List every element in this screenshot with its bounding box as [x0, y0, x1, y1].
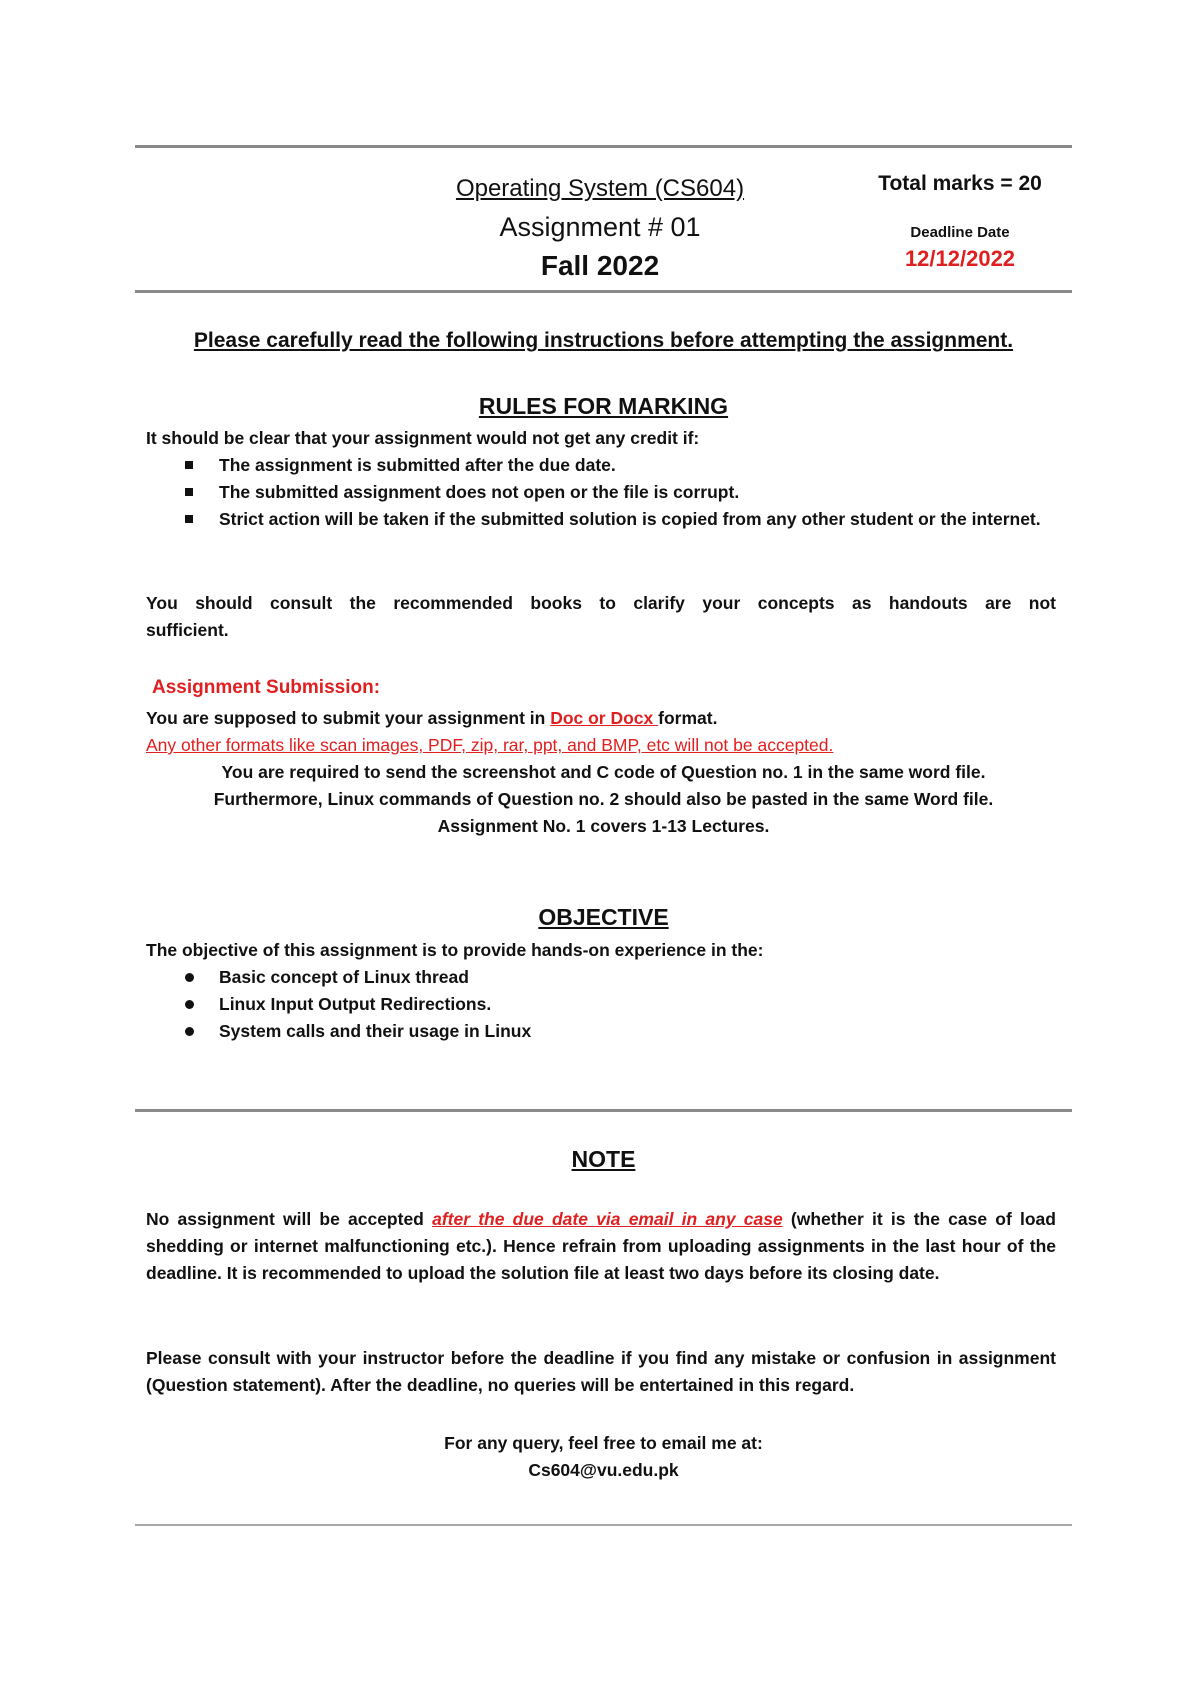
submission-format-pre: You are supposed to submit your assignment in — [146, 708, 551, 728]
square-bullet-icon — [185, 488, 193, 496]
list-item — [146, 991, 1056, 1018]
submission-format-line — [146, 705, 1056, 732]
list-item — [146, 506, 1056, 533]
course-title: Operating System (CS604) — [455, 175, 745, 202]
note-paragraph-1 — [146, 1206, 1056, 1287]
submission-heading: Assignment Submission: — [152, 677, 381, 698]
contact-email[interactable]: Cs604@vu.edu.pk — [528, 1460, 679, 1480]
assignment-number: Assignment # 01 — [499, 212, 701, 242]
instructions-line: Please carefully read the following instructions before attempting the assignment. — [193, 329, 1014, 352]
list-item-text: Basic concept of Linux thread — [219, 967, 469, 987]
list-item — [146, 452, 1056, 479]
square-bullet-icon — [185, 461, 193, 469]
note-p1-pre: No assignment will be accepted — [146, 1209, 433, 1229]
note-p1-emphasis: after the due date via email in any case — [432, 1209, 783, 1229]
round-bullet-icon — [185, 1000, 194, 1009]
list-item — [146, 479, 1056, 506]
lectures-coverage: Assignment No. 1 covers 1-13 Lectures. — [437, 816, 770, 836]
deadline-date: 12/12/2022 — [904, 246, 1016, 271]
contact-line: For any query, feel free to email me at: — [444, 1433, 763, 1453]
doc-format-link[interactable]: Doc or Docx — [550, 708, 659, 728]
rules-intro: It should be clear that your assignment would not get any credit if: — [146, 428, 700, 448]
objective-heading: OBJECTIVE — [538, 904, 669, 930]
note-heading: NOTE — [571, 1146, 636, 1172]
other-formats-warning: Any other formats like scan images, PDF, zip, rar, ppt, and BMP, etc will not be accepted. — [146, 735, 834, 755]
linux-commands-requirement: Furthermore, Linux commands of Question no. 2 should also be pasted in the same Word file. — [213, 789, 994, 809]
round-bullet-icon — [185, 1027, 194, 1036]
square-bullet-icon — [185, 515, 193, 523]
objective-list — [146, 964, 1056, 1045]
rules-list — [146, 452, 1056, 533]
note-divider — [135, 1109, 1072, 1112]
list-item-text: Linux Input Output Redirections. — [219, 994, 492, 1014]
round-bullet-icon — [185, 973, 194, 982]
header-bottom-rule — [135, 290, 1072, 293]
list-item — [146, 1018, 1056, 1045]
rules-heading: RULES FOR MARKING — [478, 393, 729, 419]
list-item-text: The assignment is submitted after the due date. — [219, 455, 616, 475]
deadline-label: Deadline Date — [910, 224, 1010, 241]
list-item-text: The submitted assignment does not open or the file is corrupt. — [219, 482, 740, 502]
note-paragraph-2: Please consult with your instructor before the deadline if you find any mistake or confusion in assignment (Question statement). After the deadline, no queries will be entertained in this regard. — [146, 1348, 1056, 1395]
list-item-text: Strict action will be taken if the submitted solution is copied from any other student or the internet. — [219, 509, 1041, 529]
screenshot-requirement: You are required to send the screenshot and C code of Question no. 1 in the same word file. — [221, 762, 986, 782]
total-marks: Total marks = 20 — [878, 172, 1042, 195]
list-item-text: System calls and their usage in Linux — [219, 1021, 532, 1041]
consult-paragraph: You should consult the recommended books to clarify your concepts as handouts are not sufficient. — [146, 593, 1056, 640]
note-p1-post: (whether it is the case of load shedding or internet malfunctioning etc.). Hence refrain from uploading assignments in the last hour of the deadline. It is recommended to upload the solution file at least two days before its closing date. — [146, 1209, 1056, 1283]
objective-intro: The objective of this assignment is to provide hands-on experience in the: — [146, 940, 764, 960]
list-item — [146, 964, 1056, 991]
term-title: Fall 2022 — [540, 250, 660, 281]
submission-format-post: format. — [658, 708, 718, 728]
footer-rule — [135, 1524, 1072, 1526]
header-top-rule — [135, 145, 1072, 148]
